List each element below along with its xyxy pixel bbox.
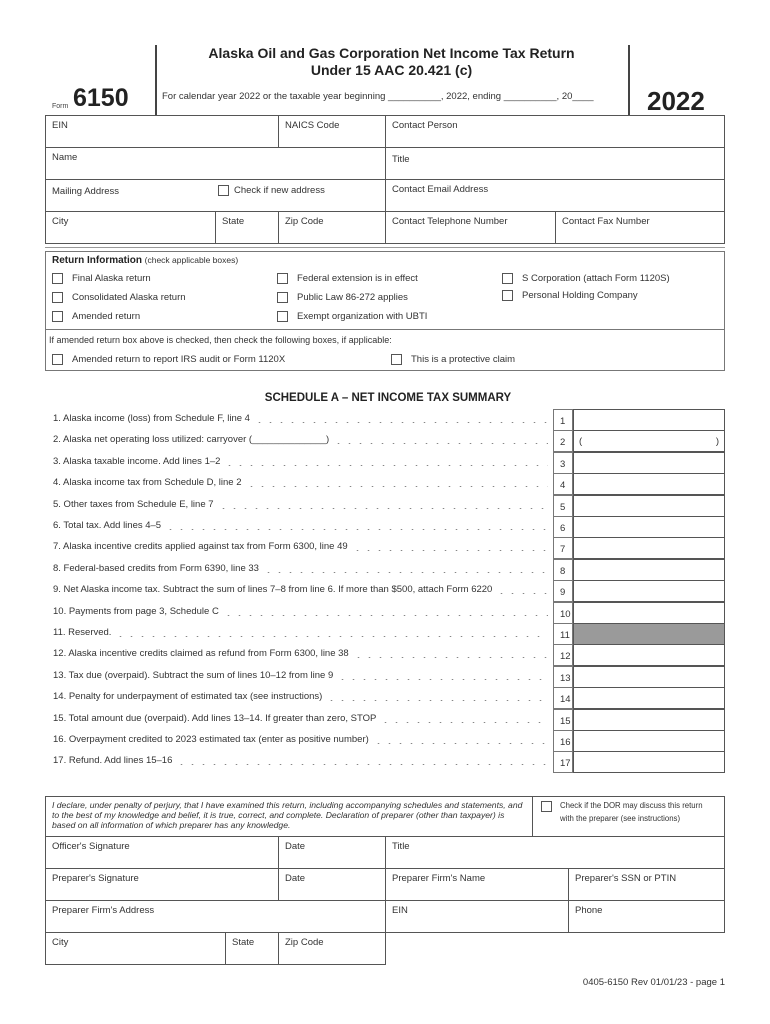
line-10-amount-input[interactable]	[573, 602, 725, 624]
line-label: 8. Federal-based credits from Form 6390, line 33	[53, 562, 259, 574]
preparer-signature-field[interactable]	[45, 868, 279, 901]
line-1-amount-input[interactable]	[573, 409, 725, 431]
label: Preparer's Signature	[52, 873, 139, 884]
label: Officer's Signature	[52, 841, 130, 852]
header-divider-right	[628, 45, 630, 115]
new-address-checkbox[interactable]	[218, 185, 229, 196]
label: Amended return to report IRS audit or Form 1120X	[72, 354, 286, 365]
paren-close: )	[715, 436, 719, 448]
schedule-line-8	[53, 563, 548, 574]
title-field[interactable]	[385, 147, 725, 180]
line-number-4: 4	[553, 473, 573, 495]
checkbox[interactable]	[52, 292, 63, 303]
line-label: 13. Tax due (overpaid). Subtract the sum of lines 10–12 from line 9	[53, 669, 334, 681]
contact-phone-field[interactable]	[385, 211, 556, 244]
checkbox[interactable]	[277, 273, 288, 284]
line-label: 12. Alaska incentive credits claimed as refund from Form 6300, line 38	[53, 648, 349, 660]
dot-leader	[337, 670, 548, 680]
line-17-amount-input[interactable]	[573, 751, 725, 773]
line-label: 5. Other taxes from Schedule E, line 7	[53, 498, 214, 510]
line-number-16: 16	[553, 730, 573, 752]
schedule-line-13	[53, 670, 548, 681]
schedule-line-1	[53, 413, 548, 424]
label: S Corporation (attach Form 1120S)	[522, 273, 670, 284]
return-information-box	[45, 251, 725, 371]
line-15-amount-input[interactable]	[573, 709, 725, 731]
dot-leader	[218, 499, 548, 509]
new-address-option	[218, 185, 325, 196]
label: Check if the DOR may discuss this return with the preparer (see instructions)	[560, 801, 703, 823]
line-number-9: 9	[553, 580, 573, 602]
option-s-corporation	[502, 273, 670, 284]
line-13-amount-input[interactable]	[573, 666, 725, 688]
label: EIN	[52, 120, 68, 131]
checkbox[interactable]	[52, 311, 63, 322]
label: Preparer Firm's Name	[392, 873, 486, 884]
dot-leader	[223, 606, 548, 616]
mailing-address-field[interactable]	[45, 179, 386, 212]
line-label: 10. Payments from page 3, Schedule C	[53, 605, 219, 617]
label: Personal Holding Company	[522, 290, 638, 301]
declaration-text: I declare, under penalty of perjury, that I have examined this return, including accompanying schedules and statements, and to the best of my knowledge and belief, it is true, correct, and complete. Declaration of preparer (other than taxpayer) is based on all information of which preparer has any knowledge.	[45, 796, 533, 837]
line-number-11: 11	[553, 623, 573, 645]
dot-leader	[263, 563, 548, 573]
line-label: 16. Overpayment credited to 2023 estimated tax (enter as positive number)	[53, 734, 369, 745]
line-number-10: 10	[553, 602, 573, 624]
contact-fax-field[interactable]	[555, 211, 725, 244]
title-line-2: Under 15 AAC 20.421 (c)	[310, 62, 473, 78]
label: Date	[285, 841, 306, 852]
officer-signature-field[interactable]	[45, 836, 279, 869]
heading: Return Information	[52, 255, 142, 266]
ein-field[interactable]	[45, 115, 279, 148]
tax-year: 2022	[647, 86, 705, 116]
name-field[interactable]	[45, 147, 386, 180]
line-number-7: 7	[553, 537, 573, 559]
label: City	[52, 216, 69, 227]
line-14-amount-input[interactable]	[573, 687, 725, 709]
line-label: 4. Alaska income tax from Schedule D, line 2	[53, 477, 242, 489]
firm-ein-field[interactable]	[385, 900, 569, 933]
label: State	[222, 216, 245, 227]
option-consolidated-return	[52, 292, 186, 303]
line-11-amount-input	[573, 623, 725, 645]
dor-discuss-checkbox[interactable]	[541, 801, 552, 812]
line-label: 9. Net Alaska income tax. Subtract the sum of lines 7–8 from line 6. If more than $500, attach Form 6220	[53, 584, 493, 596]
divider	[45, 247, 725, 248]
paren-open: (	[579, 436, 583, 448]
preparer-date-field[interactable]	[278, 868, 386, 901]
firm-phone-field[interactable]	[568, 900, 725, 933]
contact-email-field[interactable]	[385, 179, 725, 212]
option-federal-extension	[277, 273, 418, 284]
checkbox[interactable]	[277, 292, 288, 303]
line-label: 6. Total tax. Add lines 4–5	[53, 520, 162, 531]
label: EIN	[392, 905, 408, 916]
dot-leader	[380, 713, 548, 723]
label: Zip Code	[285, 937, 324, 948]
label: Federal extension is in effect	[297, 273, 418, 284]
dot-leader	[496, 584, 548, 594]
line-label: 15. Total amount due (overpaid). Add lines 13–14. If greater than zero, STOP	[53, 712, 377, 724]
firm-state-field[interactable]	[225, 932, 279, 965]
label: Phone	[575, 905, 603, 916]
label: Preparer Firm's Address	[52, 905, 155, 916]
label: State	[232, 937, 255, 948]
line-number-13: 13	[553, 666, 573, 688]
dot-leader	[165, 520, 548, 530]
firm-name-field[interactable]	[385, 868, 569, 901]
dot-leader	[373, 734, 548, 744]
line-4-amount-input[interactable]	[573, 473, 725, 495]
line-number-12: 12	[553, 644, 573, 666]
option-irs-audit	[52, 354, 285, 365]
schedule-line-11	[53, 627, 548, 638]
dor-discuss-option	[532, 796, 725, 837]
dot-leader	[326, 691, 548, 701]
line-7-amount-input[interactable]	[573, 537, 725, 559]
label: Mailing Address	[52, 186, 120, 197]
checkbox[interactable]	[502, 290, 513, 301]
naics-field[interactable]	[278, 115, 386, 148]
label: Date	[285, 873, 306, 884]
option-public-law	[277, 292, 408, 303]
checkbox[interactable]	[502, 273, 513, 284]
label: Contact Fax Number	[562, 216, 650, 227]
line-number-2: 2	[553, 430, 573, 452]
line-number-5: 5	[553, 495, 573, 517]
line-8-amount-input[interactable]	[573, 559, 725, 581]
schedule-line-9	[53, 584, 548, 595]
schedule-line-3	[53, 456, 548, 467]
ptin-field[interactable]	[568, 868, 725, 901]
schedule-line-4	[53, 477, 548, 488]
label: Contact Person	[392, 120, 458, 131]
label: Name	[52, 152, 78, 163]
dot-leader	[333, 434, 548, 444]
firm-city-field[interactable]	[45, 932, 226, 965]
line-number-8: 8	[553, 559, 573, 581]
return-info-heading	[52, 255, 238, 266]
label: Title	[392, 841, 410, 852]
dot-leader	[352, 541, 548, 551]
line-number-15: 15	[553, 709, 573, 731]
checkbox[interactable]	[277, 311, 288, 322]
schedule-line-17	[53, 755, 548, 766]
label: Contact Email Address	[392, 184, 489, 195]
amended-note: If amended return box above is checked, then check the following boxes, if applicable:	[49, 335, 392, 345]
heading-note: (check applicable boxes)	[144, 255, 239, 265]
tax-period: For calendar year 2022 or the taxable year beginning __________, 2022, ending __________, 20____	[162, 91, 594, 102]
dot-leader	[246, 477, 548, 487]
label: This is a protective claim	[411, 354, 516, 365]
line-label: 7. Alaska incentive credits applied against tax from Form 6300, line 49	[53, 541, 348, 553]
label: Final Alaska return	[72, 273, 151, 284]
label: NAICS Code	[285, 120, 340, 131]
schedule-line-10	[53, 606, 548, 617]
label: Contact Telephone Number	[392, 216, 508, 227]
label: Check if new address	[234, 185, 325, 196]
line-label: 14. Penalty for underpayment of estimated tax (see instructions)	[53, 691, 323, 703]
schedule-line-14	[53, 691, 548, 702]
dot-leader	[224, 456, 548, 466]
schedule-line-5	[53, 499, 548, 510]
label: Exempt organization with UBTI	[297, 311, 428, 322]
dot-leader	[115, 627, 548, 637]
line-number-1: 1	[553, 409, 573, 431]
form-number: 6150	[73, 84, 129, 112]
form-revision-footer: 0405-6150 Rev 01/01/23 - page 1	[582, 977, 725, 988]
option-personal-holding	[502, 290, 638, 301]
line-label: 1. Alaska income (loss) from Schedule F, line 4	[53, 413, 250, 424]
label: Public Law 86-272 applies	[297, 292, 408, 303]
option-final-return	[52, 273, 151, 284]
label: City	[52, 937, 69, 948]
option-protective-claim	[391, 354, 515, 365]
officer-title-field[interactable]	[385, 836, 725, 869]
line-label: 11. Reserved.	[53, 627, 112, 638]
schedule-a-title: SCHEDULE A – NET INCOME TAX SUMMARY	[264, 392, 512, 404]
option-exempt-ubti	[277, 311, 427, 322]
line-label: 17. Refund. Add lines 15–16	[53, 755, 173, 767]
schedule-line-6	[53, 520, 548, 531]
line-2-amount-input[interactable]	[573, 430, 725, 452]
dot-leader	[254, 413, 548, 423]
form-title	[155, 45, 628, 79]
checkbox[interactable]	[52, 354, 63, 365]
contact-person-field[interactable]	[385, 115, 725, 148]
officer-date-field[interactable]	[278, 836, 386, 869]
schedule-line-12	[53, 648, 548, 659]
line-label: 2. Alaska net operating loss utilized: carryover (______________)	[53, 434, 330, 446]
line-16-amount-input[interactable]	[573, 730, 725, 752]
schedule-line-7	[53, 541, 548, 552]
label: Amended return	[72, 311, 141, 322]
dot-leader	[353, 648, 548, 658]
zip-field[interactable]	[278, 211, 386, 244]
label: Zip Code	[285, 216, 324, 227]
divider	[46, 329, 724, 330]
label: Preparer's SSN or PTIN	[575, 873, 677, 884]
line-number-3: 3	[553, 452, 573, 474]
line-label: 3. Alaska taxable income. Add lines 1–2	[53, 455, 221, 467]
option-amended-return	[52, 311, 140, 322]
checkbox[interactable]	[52, 273, 63, 284]
city-field[interactable]	[45, 211, 216, 244]
line-9-amount-input[interactable]	[573, 580, 725, 602]
checkbox[interactable]	[391, 354, 402, 365]
firm-address-field[interactable]	[45, 900, 386, 933]
firm-zip-field[interactable]	[278, 932, 386, 965]
line-5-amount-input[interactable]	[573, 495, 725, 517]
title-line-1: Alaska Oil and Gas Corporation Net Income Tax Return	[208, 45, 575, 61]
schedule-line-15	[53, 713, 548, 724]
schedule-line-2	[53, 434, 548, 445]
line-number-17: 17	[553, 751, 573, 773]
line-12-amount-input[interactable]	[573, 644, 725, 666]
schedule-line-16	[53, 734, 548, 745]
dot-leader	[176, 755, 548, 765]
line-number-6: 6	[553, 516, 573, 538]
line-3-amount-input[interactable]	[573, 452, 725, 474]
form-label: Form	[52, 103, 69, 110]
line-6-amount-input[interactable]	[573, 516, 725, 538]
label: Title	[392, 154, 410, 165]
state-field[interactable]	[215, 211, 279, 244]
line-number-14: 14	[553, 687, 573, 709]
label: Consolidated Alaska return	[72, 292, 186, 303]
